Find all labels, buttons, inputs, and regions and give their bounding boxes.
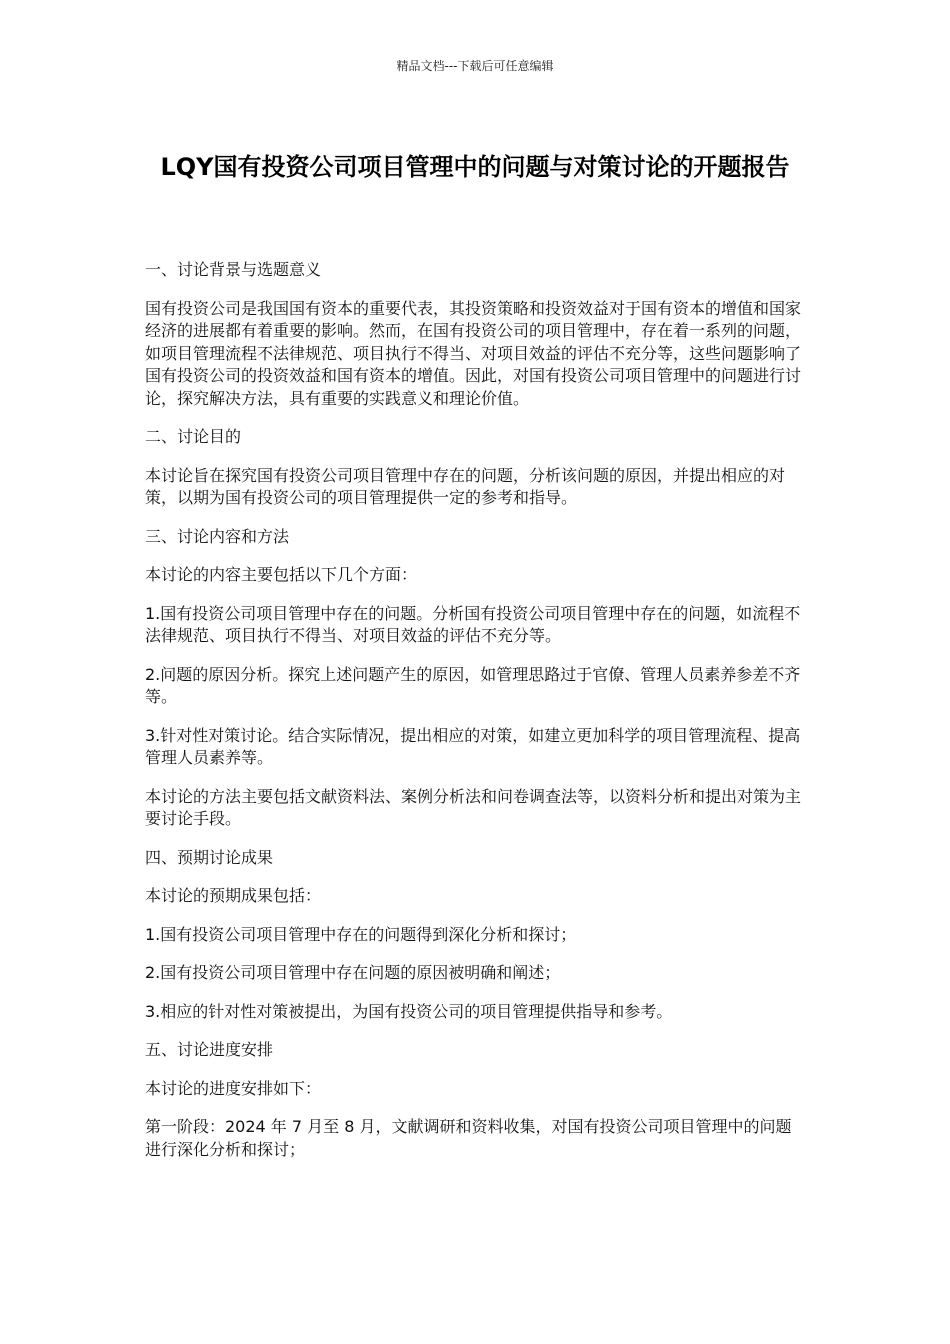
paragraph-purpose: 本讨论旨在探究国有投资公司项目管理中存在的问题，分析该问题的原因，并提出相应的对策，以期为国有投资公司的项目管理提供一定的参考和指导。 <box>145 465 786 507</box>
section-heading-background: 一、讨论背景与选题意义 <box>145 260 322 279</box>
document-body <box>145 259 805 1177</box>
paragraph-method: 本讨论的方法主要包括文献资料法、案例分析法和问卷调查法等，以资料分析和提出对策为主要讨论手段。 <box>145 786 802 828</box>
list-item-content-2: 2.问题的原因分析。探究上述问题产生的原因，如管理思路过于官僚、管理人员素养参差不齐等。 <box>145 664 801 706</box>
header-note: 精品文档---下载后可任意编辑 <box>396 59 554 73</box>
section-heading-expected-results: 四、预期讨论成果 <box>145 847 274 867</box>
list-item-content-3: 3.针对性对策讨论。结合实际情况，提出相应的对策，如建立更加科学的项目管理流程、提高管理人员素养等。 <box>145 725 801 767</box>
document-title: LQY国有投资公司项目管理中的问题与对策讨论的开题报告 <box>160 153 790 181</box>
section-heading-purpose: 二、讨论目的 <box>145 427 242 446</box>
list-item-result-3: 3.相应的针对性对策被提出，为国有投资公司的项目管理提供指导和参考。 <box>145 1001 673 1021</box>
paragraph-schedule-phase-1: 第一阶段：2024 年 7 月至 8 月，文献调研和资料收集，对国有投资公司项目管理中的问题进行深化分析和探讨； <box>145 1117 792 1159</box>
paragraph-content-intro: 本讨论的内容主要包括以下几个方面： <box>145 565 418 584</box>
section-heading-schedule: 五、讨论进度安排 <box>145 1040 274 1059</box>
list-item-content-1: 1.国有投资公司项目管理中存在的问题。分析国有投资公司项目管理中存在的问题，如流程不法律规范、项目执行不得当、对项目效益的评估不充分等。 <box>145 603 801 645</box>
section-heading-content-method: 三、讨论内容和方法 <box>145 526 290 546</box>
paragraph-results-intro: 本讨论的预期成果包括： <box>145 886 322 905</box>
list-item-result-2: 2.国有投资公司项目管理中存在问题的原因被明确和阐述； <box>145 963 561 982</box>
paragraph-background: 国有投资公司是我国国有资本的重要代表，其投资策略和投资效益对于国有资本的增值和国家经济的进展都有着重要的影响。然而，在国有投资公司的项目管理中，存在着一系列的问题，如项目管理流程不法律规范、项目执行不得当、对项目效益的评估不充分等，这些问题影响了国有投资公司的投资效益和国有资本的增值。因此，对国有投资公司项目管理中的问题进行讨论，探究解决方法，具有重要的实践意义和理论价值。 <box>145 298 802 408</box>
paragraph-schedule-intro: 本讨论的进度安排如下： <box>145 1078 322 1098</box>
list-item-result-1: 1.国有投资公司项目管理中存在的问题得到深化分析和探讨； <box>145 924 577 944</box>
